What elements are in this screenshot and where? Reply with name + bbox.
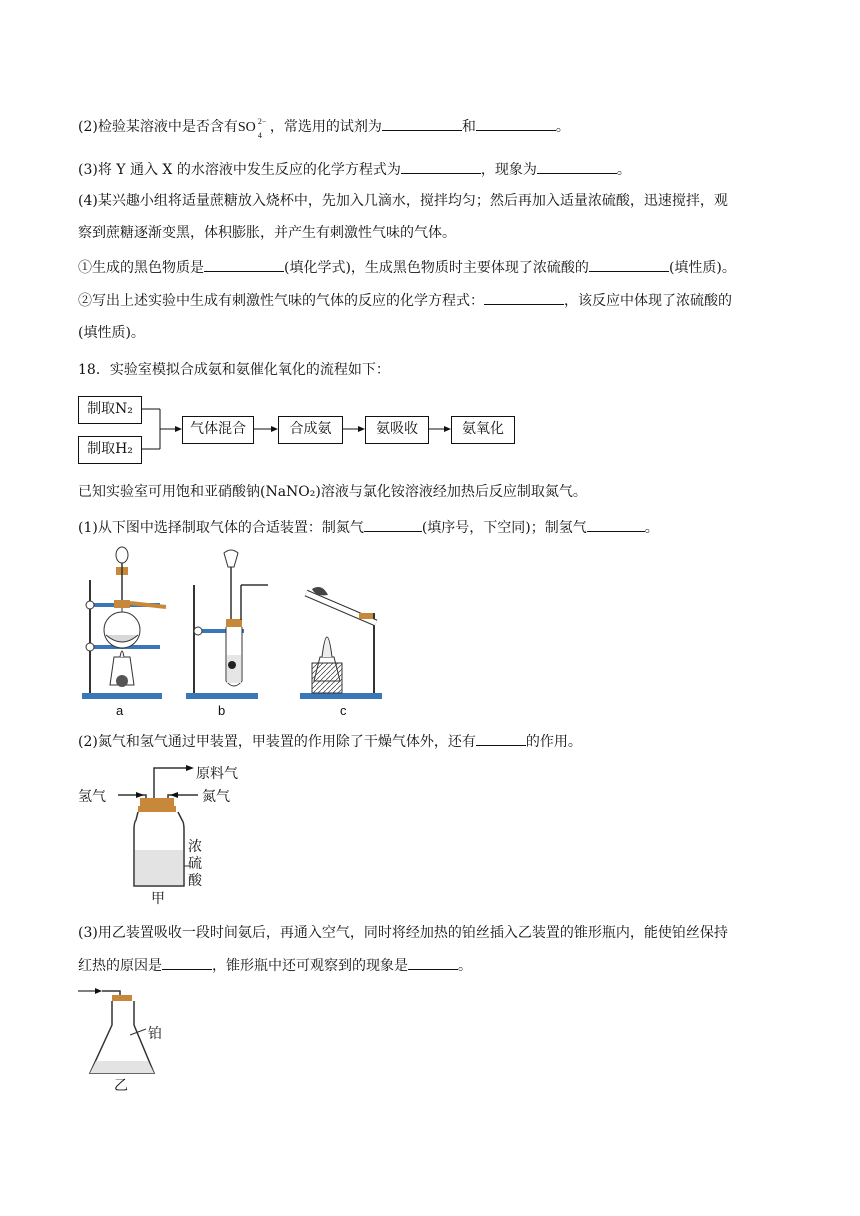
- q18-p2-prefix: (2)氮气和氢气通过甲装置，甲装置的作用除了干燥气体外，还有: [78, 734, 476, 750]
- q18-p3-prefix: 红热的原因是: [78, 958, 162, 974]
- jia-label-acid-2: 硫: [188, 856, 202, 872]
- jia-name: 甲: [151, 891, 165, 907]
- apparatus-b-drawing: [186, 550, 268, 699]
- q17-part4-sub1: [78, 257, 790, 279]
- flow-step-absorb: 氨吸收: [365, 416, 429, 444]
- answer-blank[interactable]: [204, 257, 284, 272]
- q17-part4-sub2: [78, 290, 790, 312]
- q18-p3-mid: ，锥形瓶中还可观察到的现象是: [212, 958, 408, 974]
- answer-blank[interactable]: [484, 290, 564, 305]
- q17-p4-2-prefix: ②写出上述实验中生成有刺激性气味的气体的反应的化学方程式：: [78, 293, 484, 309]
- q17-p4-1-prefix: ①生成的黑色物质是: [78, 260, 204, 276]
- q18-part2: [78, 731, 790, 753]
- apparatus-label-b: b: [218, 703, 226, 718]
- q18-known: 已知实验室可用饱和亚硝酸钠(NaNO₂)溶液与氯化铵溶液经加热后反应制取氮气。: [78, 484, 587, 500]
- apparatus-figure: [76, 545, 396, 720]
- q18-p1-prefix: (1)从下图中选择制取气体的合适装置：制氮气: [78, 520, 364, 536]
- q17-p4-1-mid: (填化学式)，生成黑色物质时主要体现了浓硫酸的: [284, 260, 589, 276]
- ion-charge: 2−: [257, 117, 267, 126]
- ion-subscript: 4: [257, 131, 262, 140]
- flow-step-mix: 气体混合: [182, 416, 254, 444]
- q17-part4-line1: (4)某兴趣小组将适量蔗糖放入烧杯中，先加入几滴水，搅拌均匀；然后再加入适量浓硫酸，迅速搅拌，观: [78, 193, 728, 209]
- q18-part1: [78, 517, 790, 539]
- flow-step-oxidize: 氨氧化: [451, 416, 515, 444]
- yi-label-pt: 铂: [148, 1026, 162, 1042]
- ion-base: SO: [237, 120, 256, 135]
- apparatus-label-c: c: [340, 703, 347, 718]
- q18-p1-mid: (填序号，下空同)；制氢气: [421, 520, 587, 536]
- jia-label-acid-1: 浓: [188, 839, 202, 855]
- apparatus-yi-drawing: [78, 985, 198, 1095]
- q18-p2-end: 的作用。: [525, 734, 582, 750]
- q17-part4-sub2-line2: (填性质)。: [78, 325, 145, 341]
- jia-label-acid-3: 酸: [188, 873, 202, 889]
- apparatus-a-drawing: [82, 547, 166, 699]
- q17-p3-end: 。: [616, 162, 631, 178]
- sulfate-ion: [237, 115, 270, 140]
- answer-blank[interactable]: [537, 159, 617, 174]
- q17-p4-1-end: (填性质)。: [668, 260, 736, 276]
- apparatus-c-drawing: [300, 587, 382, 699]
- jia-label-n2: 氮气: [202, 789, 230, 805]
- q17-part2: [78, 115, 790, 138]
- q18-part3-line2: [78, 955, 790, 977]
- answer-blank[interactable]: [401, 159, 481, 174]
- q17-p2-and: 和: [461, 119, 476, 135]
- q18-p1-end: 。: [644, 520, 659, 536]
- answer-blank[interactable]: [589, 257, 669, 272]
- q18-title: 18．实验室模拟合成氨和氨催化氧化的流程如下：: [78, 362, 390, 378]
- yi-name: 乙: [114, 1078, 128, 1094]
- q17-p3-text: (3)将 Y 通入 X 的水溶液中发生反应的化学方程式为: [78, 162, 401, 178]
- q17-part3: [78, 159, 790, 181]
- flow-box-h2: 制取H₂: [78, 436, 142, 464]
- q17-part4-line2: 察到蔗糖逐渐变黑，体积膨胀，并产生有刺激性气味的气体。: [78, 225, 456, 241]
- answer-blank[interactable]: [476, 116, 556, 131]
- answer-blank[interactable]: [364, 517, 422, 532]
- q17-p2-prefix: (2)检验某溶液中是否含有: [78, 119, 238, 135]
- answer-blank[interactable]: [476, 731, 526, 746]
- apparatus-jia: [78, 760, 258, 910]
- flow-box-n2: 制取N₂: [78, 396, 142, 424]
- apparatus-yi: [78, 985, 198, 1095]
- q17-p2-end: 。: [555, 119, 570, 135]
- flow-step-synthesis: 合成氨: [278, 416, 343, 444]
- jia-label-out: 原料气: [196, 766, 238, 782]
- q18-p3-end: 。: [458, 958, 472, 974]
- answer-blank[interactable]: [587, 517, 645, 532]
- answer-blank[interactable]: [162, 955, 212, 970]
- q17-p2-mid: ，常选用的试剂为: [269, 119, 382, 135]
- jia-label-h2: 氢气: [78, 789, 106, 805]
- process-flow-diagram: [78, 396, 518, 466]
- q17-p4-2-mid: ，该反应中体现了浓硫酸的: [564, 293, 732, 309]
- q18-part3-line1: (3)用乙装置吸收一段时间氨后，再通入空气，同时将经加热的铂丝插入乙装置的锥形瓶内，能使铂丝保持: [78, 925, 728, 941]
- apparatus-label-a: a: [116, 703, 124, 718]
- answer-blank[interactable]: [382, 116, 462, 131]
- apparatus-drawing: [76, 545, 396, 720]
- answer-blank[interactable]: [408, 955, 458, 970]
- q17-p3-mid: ，现象为: [480, 162, 537, 178]
